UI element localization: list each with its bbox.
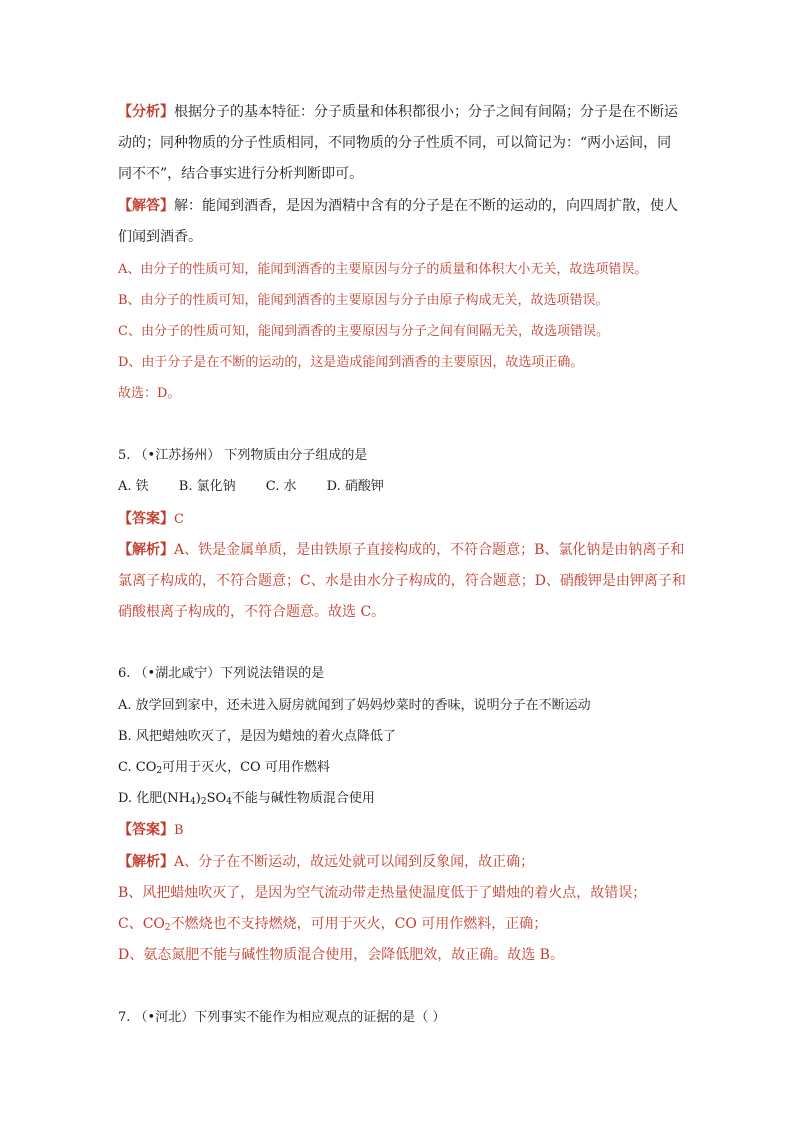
question-6-explain-line-1: A、分子在不断运动，故远处就可以闻到反象闻，故正确； <box>174 854 535 870</box>
option-d-paren: ) <box>195 791 201 806</box>
question-5-option-c: C. 水 <box>265 479 297 494</box>
question-6-answer-tag: 【答案】 <box>118 822 174 838</box>
analysis-text-line-3: 同不不”，结合事实进行分析判断即可。 <box>118 166 364 182</box>
option-c-text: C. CO <box>118 760 157 775</box>
question-5-option-a: A. 铁 <box>118 479 149 494</box>
question-5-answer <box>118 509 184 530</box>
option-d-subscript-3: 4 <box>226 797 232 807</box>
question-6-answer <box>118 820 184 841</box>
option-d-subscript-1: 4 <box>190 797 196 807</box>
analysis-tag: 【分析】 <box>118 104 174 120</box>
answer-option-c: C、由分子的性质可知，能闻到酒香的主要原因与分子之间有间隔无关，故选项错误。 <box>118 324 609 339</box>
explain-3-text: C、CO <box>118 916 165 932</box>
question-6-explain-line-4: D、氨态氮肥不能与碱性物质混合使用，会降低肥效，故正确。故选 B。 <box>118 947 564 963</box>
answer-text-line-1: 解：能闻到酒香，是因为酒精中含有的分子是在不断的运动的，向四周扩散，使人 <box>174 198 678 214</box>
explain-3-text-rest: 不燃烧也不支持燃烧，可用于灭火，CO 可用作燃料，正确； <box>170 916 548 932</box>
option-d-text: D. 化肥(NH <box>118 791 191 806</box>
question-5-explain-line-1: A、铁是金属单质，是由铁原子直接构成的，不符合题意；B、氯化钠是由钠离子和 <box>174 542 685 558</box>
question-6-explain-line-2: B、风把蜡烛吹灭了，是因为空气流动带走热量使温度低于了蜡烛的着火点，故错误； <box>118 885 647 901</box>
answer-option-a: A、由分子的性质可知，能闻到酒香的主要原因与分子的质量和体积大小无关，故选项错误。 <box>118 262 648 277</box>
option-c-text-rest: 可用于灭火，CO 可用作燃料 <box>162 760 330 775</box>
question-6-option-a: A. 放学回到家中，还未进入厨房就闻到了妈妈炒菜时的香味，说明分子在不断运动 <box>118 698 591 713</box>
option-d-sulfate: SO <box>206 791 227 806</box>
answer-tag: 【解答】 <box>118 198 174 214</box>
question-5-explain-tag: 【解析】 <box>118 542 174 558</box>
question-5-explanation <box>118 540 684 560</box>
answer-paragraph <box>118 196 678 216</box>
analysis-paragraph <box>118 102 678 122</box>
answer-option-d: D、由于分子是在不断的运动的，这是造成能闻到酒香的主要原因，故选项正确。 <box>118 355 584 370</box>
question-6-stem: 6. （•湖北咸宁）下列说法错误的是 <box>118 666 325 681</box>
answer-option-b: B、由分子的性质可知，能闻到酒香的主要原因与分子由原子构成无关，故选项错误。 <box>118 293 609 308</box>
question-6-option-d <box>118 789 375 809</box>
analysis-text-line-2: 动的；同种物质的分子性质相同，不同物质的分子性质不同，可以简记为：“两小运间，同 <box>118 135 672 151</box>
question-6-explain-tag: 【解析】 <box>118 854 174 870</box>
question-6-explanation <box>118 852 534 872</box>
question-5-option-b: B. 氯化钠 <box>178 479 236 494</box>
answer-choice: 故选：D。 <box>118 386 181 401</box>
question-6-answer-value: B <box>174 823 184 838</box>
explain-3-subscript: 2 <box>164 923 171 933</box>
answer-text-line-2: 们闻到酒香。 <box>118 229 202 245</box>
question-6-explain-line-3 <box>118 914 547 934</box>
question-5-explain-line-3: 硝酸根离子构成的，不符合题意。故选 C。 <box>118 604 386 620</box>
question-6-option-c <box>118 758 330 778</box>
question-5-answer-tag: 【答案】 <box>118 511 174 527</box>
option-d-text-rest: 不能与碱性物质混合使用 <box>231 791 375 806</box>
question-5-option-d: D. 硝酸钾 <box>326 479 384 494</box>
option-d-subscript-2: 2 <box>200 797 207 807</box>
question-5-stem: 5. （•江苏扬州） 下列物质由分子组成的是 <box>118 448 368 463</box>
question-6-option-b: B. 风把蜡烛吹灭了，是因为蜡烛的着火点降低了 <box>118 729 396 744</box>
question-5-options <box>118 477 384 497</box>
question-5-answer-value: C <box>174 512 184 527</box>
analysis-text-line-1: 根据分子的基本特征：分子质量和体积都很小；分子之间有间隔；分子是在不断运 <box>174 104 678 120</box>
question-7-stem: 7. （•河北）下列事实不能作为相应观点的证据的是（ ） <box>118 1010 446 1025</box>
option-c-subscript: 2 <box>156 766 163 776</box>
question-5-explain-line-2: 氯离子构成的，不符合题意；C、水是由水分子构成的，符合题意；D、硝酸钾是由钾离子和 <box>118 573 686 589</box>
